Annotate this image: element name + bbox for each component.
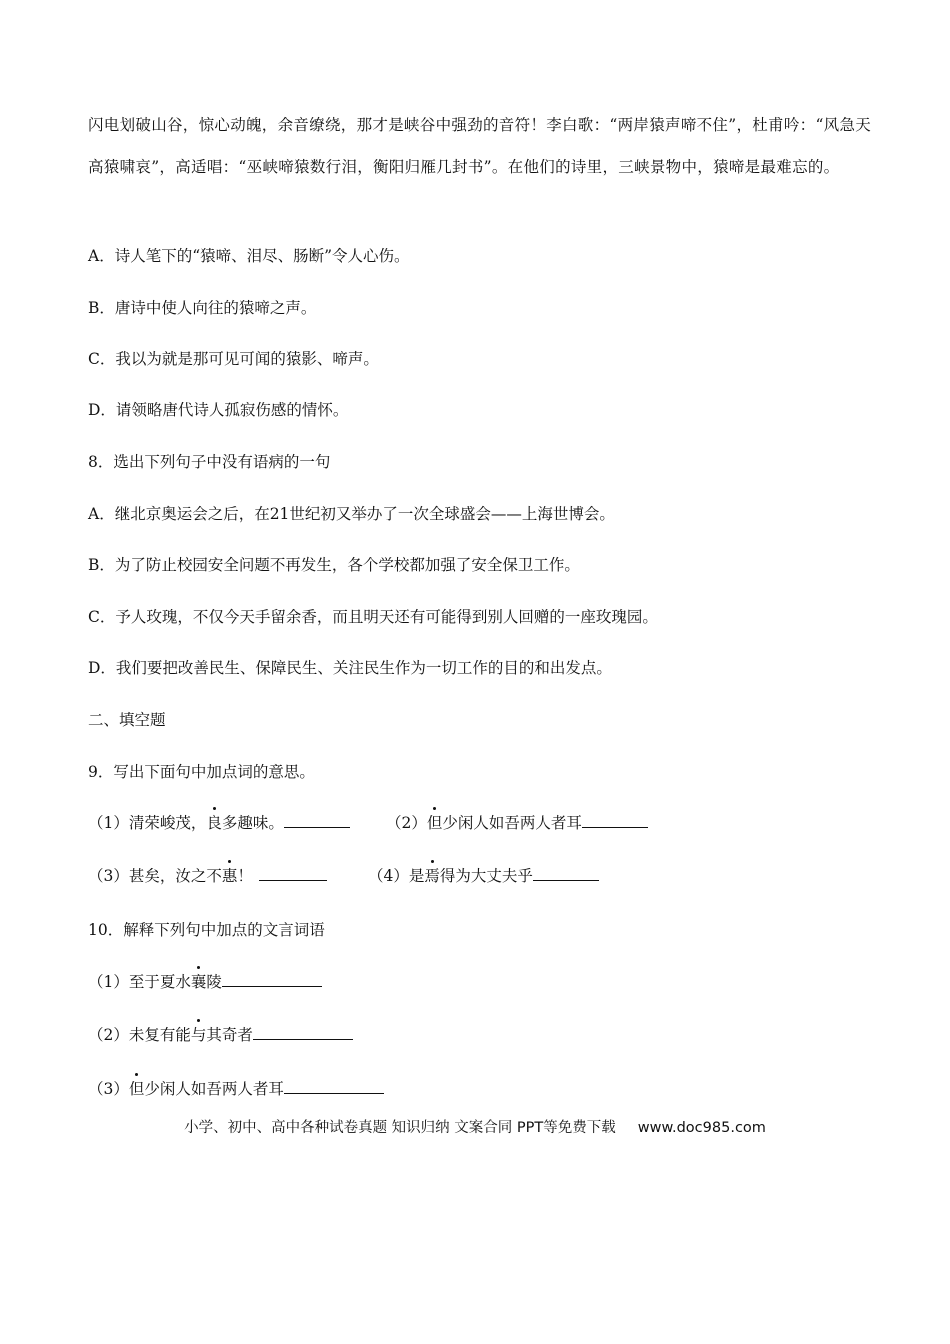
q8-option-a: A．继北京奥运会之后，在21世纪初又举办了一次全球盛会——上海世博会。 <box>88 505 615 523</box>
q8-option-d: D．我们要把改善民生、保障民生、关注民生作为一切工作的目的和出发点。 <box>88 659 612 677</box>
answer-blank[interactable] <box>284 813 350 828</box>
q7-option-a: A．诗人笔下的“猿啼、泪尽、肠断”令人心伤。 <box>88 247 410 265</box>
answer-blank[interactable] <box>284 1079 384 1094</box>
q7-option-b: B．唐诗中使人向往的猿啼之声。 <box>88 299 317 317</box>
emphasis-dot-char: 但 <box>427 811 443 833</box>
emphasis-dot-char: 焉 <box>424 864 440 886</box>
q10-item-1: （1）至于夏水襄陵 <box>88 970 322 992</box>
q9-stem: 9．写出下面句中加点词的意思。 <box>88 763 315 781</box>
answer-blank[interactable] <box>253 1025 353 1040</box>
answer-blank[interactable] <box>582 813 648 828</box>
q9-item-1: （1）清荣峻茂，良多趣味。 <box>88 811 350 833</box>
q9-item-3: （3）甚矣，汝之不惠！ <box>88 864 327 886</box>
emphasis-dot-char: 惠 <box>222 864 238 886</box>
q8-option-b: B．为了防止校园安全问题不再发生，各个学校都加强了安全保卫工作。 <box>88 556 580 574</box>
q10-item-2: （2）未复有能与其奇者 <box>88 1023 353 1045</box>
q7-option-c: C．我以为就是那可见可闻的猿影、啼声。 <box>88 350 379 368</box>
answer-blank[interactable] <box>222 972 322 987</box>
q8-stem: 8．选出下列句子中没有语病的一句 <box>88 453 331 471</box>
emphasis-dot-char: 但 <box>129 1077 145 1099</box>
q10-stem: 10．解释下列句中加点的文言词语 <box>88 921 325 939</box>
footer-text: 小学、初中、高中各种试卷真题 知识归纳 文案合同 PPT等免费下载 <box>184 1120 616 1136</box>
q8-option-c: C．予人玫瑰，不仅今天手留余香，而且明天还有可能得到别人回赠的一座玫瑰园。 <box>88 608 658 626</box>
footer-url[interactable]: www.doc985.com <box>637 1120 766 1136</box>
q7-option-d: D．请领略唐代诗人孤寂伤感的情怀。 <box>88 401 349 419</box>
answer-blank[interactable] <box>533 866 599 881</box>
emphasis-dot-char: 良 <box>206 811 222 833</box>
q9-item-4: （4）是焉得为大丈夫乎 <box>368 864 599 886</box>
q10-item-3: （3）但少闲人如吾两人者耳 <box>88 1077 384 1099</box>
emphasis-dot-char: 襄 <box>191 970 207 992</box>
page-footer <box>0 1116 950 1137</box>
q9-item-2: （2）但少闲人如吾两人者耳 <box>386 811 648 833</box>
emphasis-dot-char: 与 <box>191 1023 207 1045</box>
section-heading-fill-in: 二、填空题 <box>88 711 166 729</box>
answer-blank[interactable] <box>259 866 327 881</box>
passage-continuation: 闪电划破山谷，惊心动魄，余音缭绕，那才是峡谷中强劲的音符！李白歌：“两岸猿声啼不住”，杜甫吟：“风急天高猿啸哀”，高适唱：“巫峡啼猿数行泪，衡阳归雁几封书”。在他们的诗里，三峡景物中，猿啼是最难忘的。 <box>88 116 872 176</box>
